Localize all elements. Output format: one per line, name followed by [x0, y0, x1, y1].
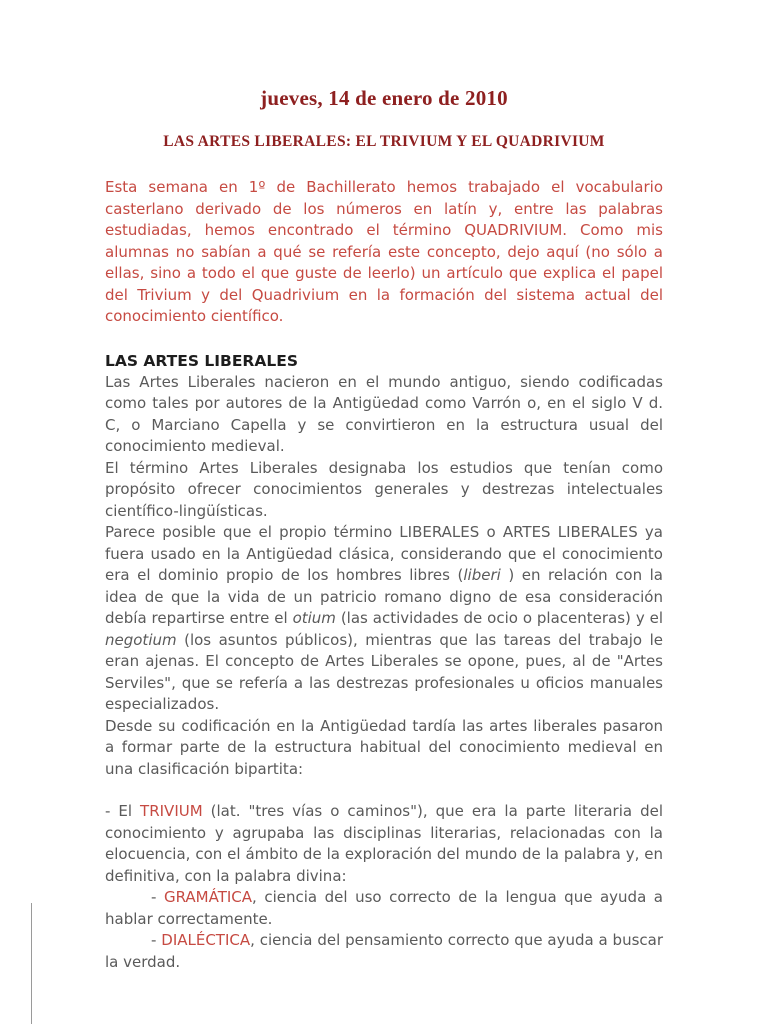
text-segment: ) en relación con la idea de que la vida de un patricio romano digno de esa consideración debía repartirse entre el [105, 566, 663, 627]
main-heading: LAS ARTES LIBERALES: EL TRIVIUM Y EL QUADRIVIUM [163, 133, 605, 150]
intro-paragraph: Esta semana en 1º de Bachillerato hemos trabajado el vocabulario casterlano derivado de los números en latín y, entre las palabras estudiadas, hemos encontrado el término QUADRIVIUM. Como mis alumnas no sabían a qué se refería este concepto, dejo aquí (no sólo a ellas, sino a todo el que guste de leerlo) un artículo que explica el papel del Trivium y del Quadrivium en la formación del sistema actual del conocimiento científico. [105, 178, 663, 325]
text-segment: Parece posible que el propio término LIBERALES o ARTES LIBERALES ya fuera usado en la Antigüedad clásica, considerando que el conocimiento era el dominio propio de los hombres libres ( [105, 523, 663, 584]
paragraph-dialectica [105, 930, 663, 973]
text-segment: , ciencia del uso correcto de la lengua que ayuda a hablar correctamente. [105, 888, 663, 928]
text-segment-red: TRIVIUM [140, 802, 203, 820]
paragraph-classification [105, 716, 663, 781]
text-segment: , ciencia del pensamiento correcto que ayuda a buscar la verdad. [105, 931, 664, 971]
text-segment: Desde su codificación en la Antigüedad tardía las artes liberales pasaron a formar parte de la estructura habitual del conocimiento medieval en una clasificación bipartita: [105, 716, 663, 778]
text-segment: - [151, 888, 164, 906]
text-segment-italic: otium [292, 609, 336, 627]
paragraph-trivium [105, 801, 663, 887]
text-segment-red: GRAMÁTICA [163, 888, 253, 906]
section-heading: LAS ARTES LIBERALES [105, 351, 298, 370]
paragraph-origins [105, 372, 663, 458]
page-edge-line [31, 903, 32, 1024]
text-segment: - El [105, 802, 141, 820]
text-segment-italic: liberi [463, 566, 501, 584]
text-segment: (lat. "tres vías o caminos"), que era la parte literaria del conocimiento y agrupaba las disciplinas literarias, relacionadas con la elocuencia, con el ámbito de la exploración del mundo de la palabra y, en definitiva, con la palabra divina: [105, 802, 663, 885]
paragraph-liberales-term [105, 522, 663, 716]
text-segment: Las Artes Liberales nacieron en el mundo antiguo, siendo codificadas como tales por autores de la Antigüedad como Varrón o, en el siglo V d. C, o Marciano Capella y se convirtieron en la estructura usual del conocimiento medieval. [105, 372, 663, 455]
text-segment: El término Artes Liberales designaba los estudios que tenían como propósito ofrecer conocimientos generales y destrezas intelectuales científico-lingüísticas. [105, 458, 663, 520]
text-segment-red: DIALÉCTICA [161, 931, 251, 949]
text-segment: - [151, 931, 162, 949]
text-segment: (las actividades de ocio o placenteras) y el [335, 609, 663, 627]
paragraph-gramatica [105, 887, 663, 930]
text-segment: (los asuntos públicos), mientras que las tareas del trabajo le eran ajenas. El concepto de Artes Liberales se opone, pues, al de "Artes Serviles", que se refería a las destrezas profesionales u oficios manuales especializados. [105, 630, 663, 713]
paragraph-definition [105, 458, 663, 523]
text-segment-italic: negotium [105, 630, 177, 649]
date-title: jueves, 14 de enero de 2010 [260, 86, 508, 110]
